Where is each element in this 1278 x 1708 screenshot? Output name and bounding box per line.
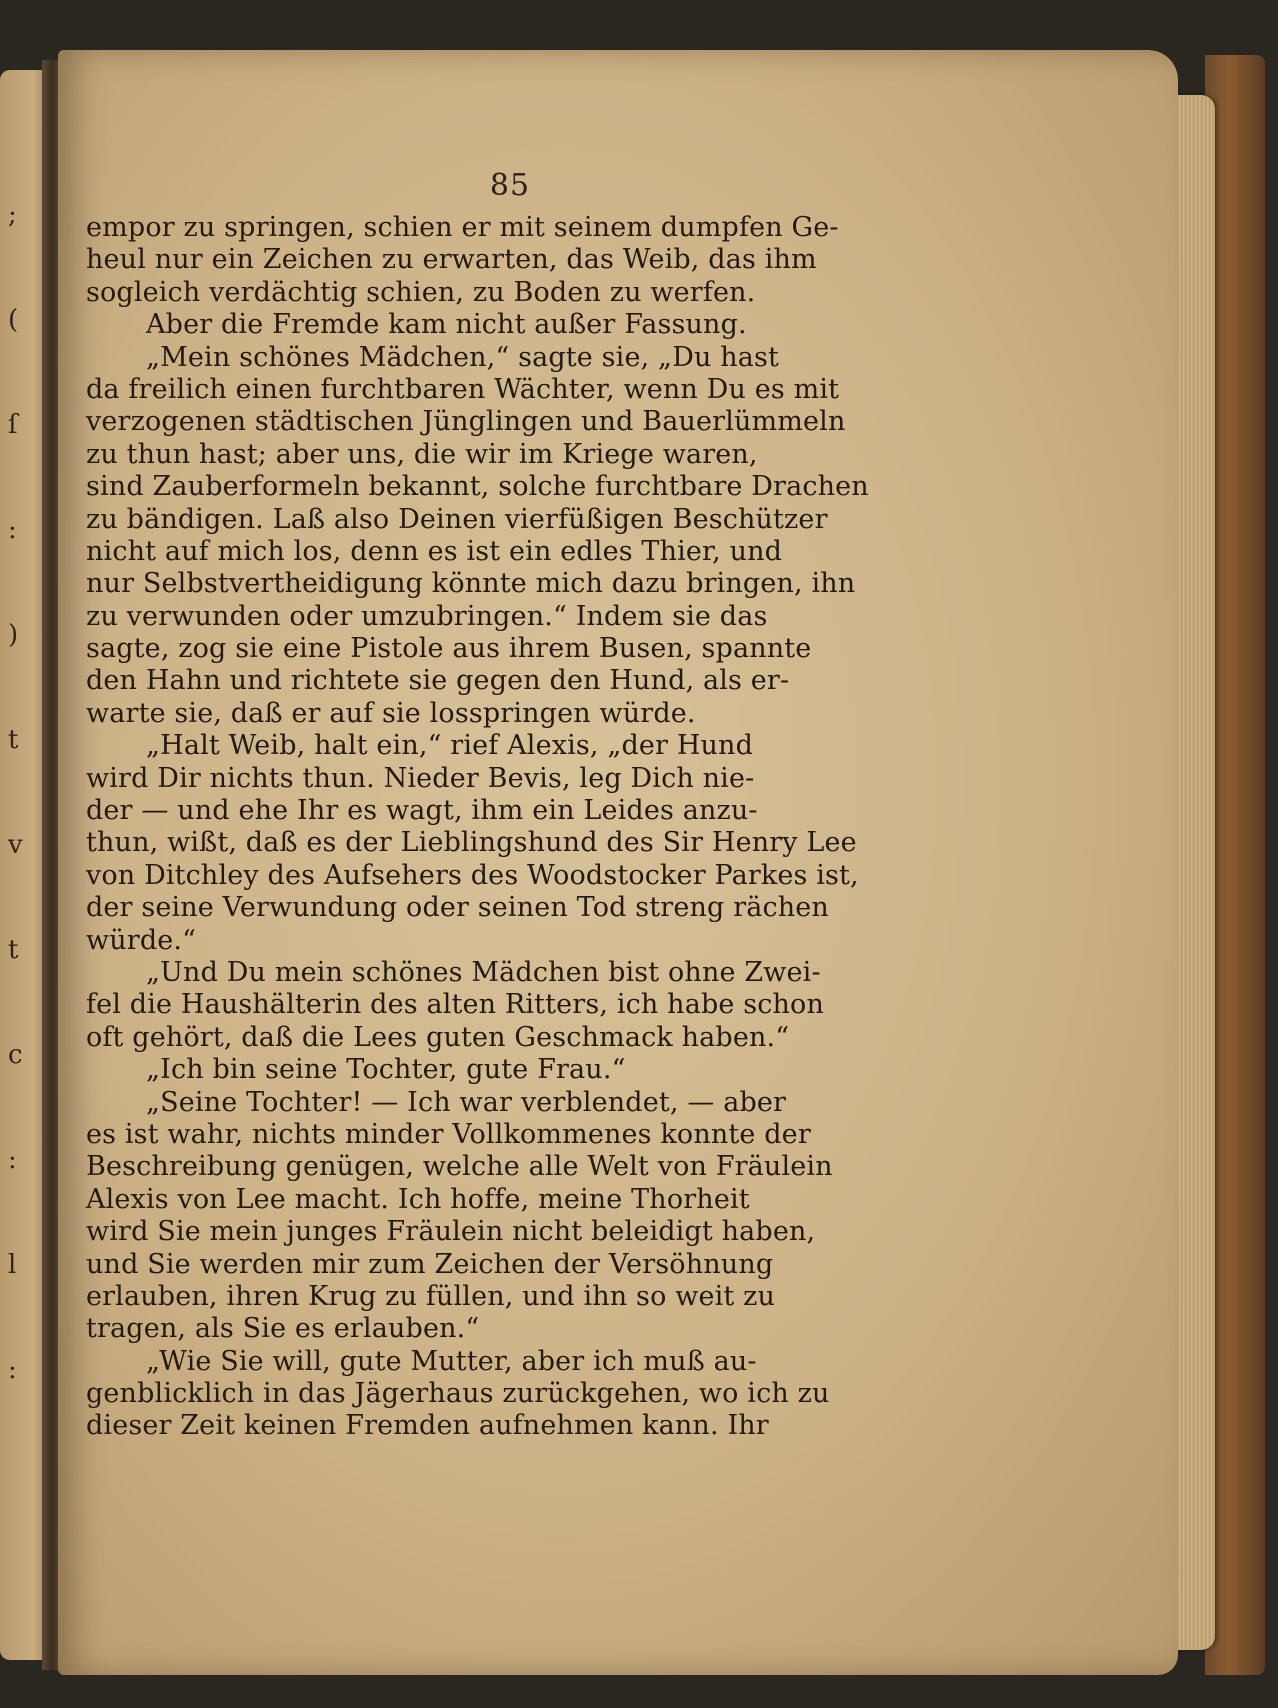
text-line: wird Dir nichts thun. Nieder Bevis, leg Dich nie- [86,762,755,794]
margin-mark: ) [8,620,19,650]
margin-mark: c [8,1040,23,1070]
page-number: 85 [489,168,531,203]
text-line: oft gehört, daß die Lees guten Geschmack haben.“ [86,1021,790,1053]
text-line: Aber die Fremde kam nicht außer Fassung. [146,309,747,341]
text-line: „Und Du mein schönes Mädchen bist ohne Zwei- [146,956,821,988]
text-line: zu bändigen. Laß also Deinen vierfüßigen Beschützer [86,503,828,535]
text-line: sagte, zog sie eine Pistole aus ihrem Busen, spannte [86,633,812,665]
text-line: verzogenen städtischen Jünglingen und Bauerlümmeln [86,406,846,438]
text-line: Beschreibung genügen, welche alle Welt von Fräulein [86,1151,833,1183]
text-line: „Seine Tochter! — Ich war verblendet, — aber [146,1086,787,1118]
margin-mark: ; [8,200,17,230]
text-line: „Ich bin seine Tochter, gute Frau.“ [146,1054,626,1086]
margin-mark: : [8,1355,17,1385]
text-line: da freilich einen furchtbaren Wächter, wenn Du es mit [86,373,840,405]
text-line: tragen, als Sie es erlauben.“ [86,1313,480,1345]
text-line: von Ditchley des Aufsehers des Woodstocker Parkes ist, [86,859,859,891]
text-line: nur Selbstvertheidigung könnte mich dazu bringen, ihn [86,568,856,600]
margin-mark: ( [8,305,19,335]
text-line: der — und ehe Ihr es wagt, ihm ein Leides anzu- [86,795,758,827]
text-line: empor zu springen, schien er mit seinem dumpfen Ge- [86,212,839,243]
text-line: nicht auf mich los, denn es ist ein edles Thier, und [86,535,783,567]
text-line: „Mein schönes Mädchen,“ sagte sie, „Du hast [146,341,780,373]
text-line: sogleich verdächtig schien, zu Boden zu werfen. [86,276,756,308]
text-line: „Halt Weib, halt ein,“ rief Alexis, „der Hund [146,730,754,762]
text-line: dieser Zeit keinen Fremden aufnehmen kann. Ihr [86,1410,769,1442]
text-line: zu thun hast; aber uns, die wir im Kriege waren, [86,438,758,470]
text-line: sind Zauberformeln bekannt, solche furchtbare Drachen [86,471,869,503]
text-line: würde.“ [86,924,197,956]
text-line: „Wie Sie will, gute Mutter, aber ich muß au- [146,1345,757,1377]
text-line: den Hahn und richtete sie gegen den Hund, als er- [86,665,790,697]
text-line: wird Sie mein junges Fräulein nicht beleidigt haben, [86,1216,816,1248]
text-line: zu verwunden oder umzubringen.“ Indem sie das [86,600,768,632]
text-line: genblicklich in das Jägerhaus zurückgehen, wo ich zu [86,1378,830,1410]
margin-mark: ſ [8,410,18,440]
text-line: es ist wahr, nichts minder Vollkommenes konnte der [86,1118,811,1150]
margin-mark: t [8,935,19,965]
margin-mark: : [8,1145,17,1175]
page-text [86,212,926,1443]
margin-mark: t [8,725,19,755]
text-line: warte sie, daß er auf sie losspringen würde. [86,697,696,729]
margin-mark: v [8,830,23,860]
margin-mark: : [8,515,17,545]
text-line: thun, wißt, daß es der Lieblingshund des Sir Henry Lee [86,827,857,859]
text-line: fel die Haushälterin des alten Ritters, ich habe schon [86,989,824,1021]
text-line: heul nur ein Zeichen zu erwarten, das Weib, das ihm [86,244,817,276]
left-page-margin-marks [4,200,24,1600]
text-line: Alexis von Lee macht. Ich hoffe, meine Thorheit [86,1183,750,1215]
text-line: der seine Verwundung oder seinen Tod streng rächen [86,892,829,924]
margin-mark: l [8,1250,17,1280]
text-line: und Sie werden mir zum Zeichen der Versöhnung [86,1248,774,1280]
text-line: erlauben, ihren Krug zu füllen, und ihn so weit zu [86,1280,776,1312]
